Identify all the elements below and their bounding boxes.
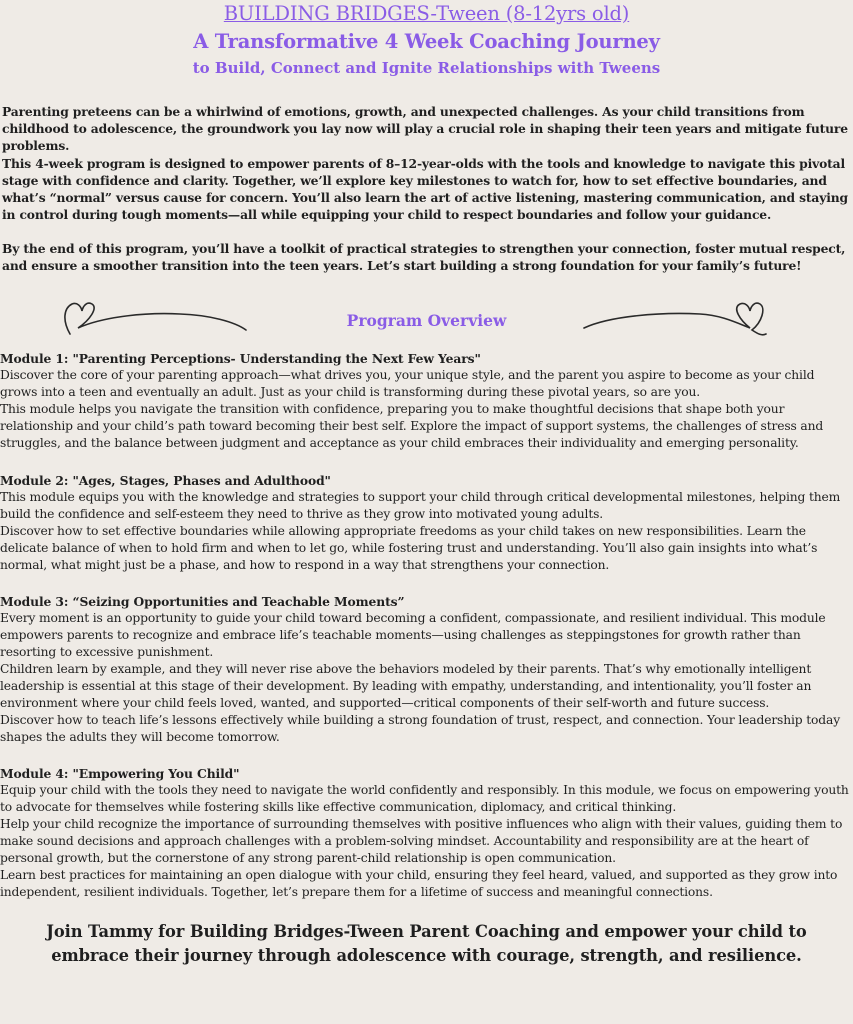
module-2 — [0, 472, 853, 574]
module-title: Module 4: "Empowering You Child" — [0, 766, 240, 781]
module-paragraph: Help your child recognize the importance of surrounding themselves with positive influences who align with their values, guiding them to make sound decisions and approach challenges with a problem-solving mindset. Accountability and responsibility are at the heart of personal growth, but the cornerstone of any strong parent-child relationship is open communication. — [0, 817, 843, 865]
intro-paragraph: This 4-week program is designed to empower parents of 8–12-year-olds with the tools and knowledge to navigate this pivotal stage with confidence and clarity. Together, we’ll explore key milestones to watch for, how to set effective boundaries, and what’s “normal” versus cause for concern. You’ll also learn the art of active listening, mastering communication, and staying in control during tough moments—all while equipping your child to respect boundaries and follow your guidance. — [2, 156, 848, 222]
module-paragraph: Discover how to teach life’s lessons effectively while building a strong foundation of trust, respect, and connection. Your leadership today shapes the adults they will become tomorrow. — [0, 713, 840, 744]
module-paragraph: This module equips you with the knowledge and strategies to support your child through critical developmental milestones, helping them build the confidence and self-esteem they need to thrive as they grow into motivated young adults. — [0, 490, 841, 521]
module-4 — [0, 765, 853, 901]
module-3 — [0, 593, 853, 746]
heart-swirl-icon — [580, 296, 830, 340]
module-paragraph: Learn best practices for maintaining an open dialogue with your child, ensuring they feel heard, valued, and supported as they grow into independent, resilient individuals. Together, let’s prepare them for a lifetime of success and meaningful connections. — [0, 868, 838, 899]
program-overview-divider — [0, 296, 853, 340]
intro-paragraph: By the end of this program, you’ll have a toolkit of practical strategies to strengthen your connection, foster mutual respect, and ensure a smoother transition into the teen years. Let’s start building a strong foundation for your family’s future! — [2, 241, 846, 273]
module-1 — [0, 350, 853, 452]
page-tagline: to Build, Connect and Ignite Relationships with Tweens — [192, 59, 661, 77]
module-paragraph: Every moment is an opportunity to guide your child toward becoming a confident, compassionate, and resilient individual. This module empowers parents to recognize and embrace life’s teachable moments—using challenges as steppingstones for growth rather than resorting to excessive punishment. — [0, 611, 826, 659]
module-paragraph: Discover how to set effective boundaries while allowing appropriate freedoms as your child takes on new responsibilities. Learn the delicate balance of when to hold firm and when to let go, while fostering trust and understanding. You’ll also gain insights into what’s normal, what might just be a phase, and how to respond in a way that strengthens your connection. — [0, 524, 818, 572]
module-title: Module 2: "Ages, Stages, Phases and Adulthood" — [0, 473, 331, 488]
module-title: Module 3: “Seizing Opportunities and Teachable Moments” — [0, 594, 405, 609]
module-paragraph: This module helps you navigate the transition with confidence, preparing you to make thoughtful decisions that shape both your relationship and your child’s path toward becoming their best self. Explore the impact of support systems, the challenges of stress and struggles, and the balance between judgment and acceptance as your child embraces their individuality and emerging personality. — [0, 402, 824, 450]
module-paragraph: Equip your child with the tools they need to navigate the world confidently and responsibly. In this module, we focus on empowering youth to advocate for themselves while fostering skills like effective communication, diplomacy, and critical thinking. — [0, 783, 849, 814]
module-title: Module 1: "Parenting Perceptions- Understanding the Next Few Years" — [0, 351, 481, 366]
closing-call-to-action: Join Tammy for Building Bridges-Tween Parent Coaching and empower your child to embrace their journey through adolescence with courage, strength, and resilience. — [46, 922, 807, 965]
program-overview-title: Program Overview — [346, 311, 507, 330]
page-subtitle: A Transformative 4 Week Coaching Journey — [193, 30, 660, 53]
intro-paragraph: Parenting preteens can be a whirlwind of emotions, growth, and unexpected challenges. As your child transitions from childhood to adolescence, the groundwork you lay now will play a crucial role in shaping their teen years and mitigate future problems. — [2, 104, 848, 153]
module-paragraph: Discover the core of your parenting approach—what drives you, your unique style, and the parent you aspire to become as your child grows into a teen and eventually an adult. Just as your child is transforming during these pivotal years, so are you. — [0, 368, 815, 399]
page-title: BUILDING BRIDGES-Tween (8-12yrs old) — [223, 2, 630, 25]
module-paragraph: Children learn by example, and they will never rise above the behaviors modeled by their parents. That’s why emotionally intelligent leadership is essential at this stage of their development. By leading with empathy, understanding, and intentionality, you’ll foster an environment where your child feels loved, wanted, and supported—critical components of their self-worth and future success. — [0, 662, 812, 710]
